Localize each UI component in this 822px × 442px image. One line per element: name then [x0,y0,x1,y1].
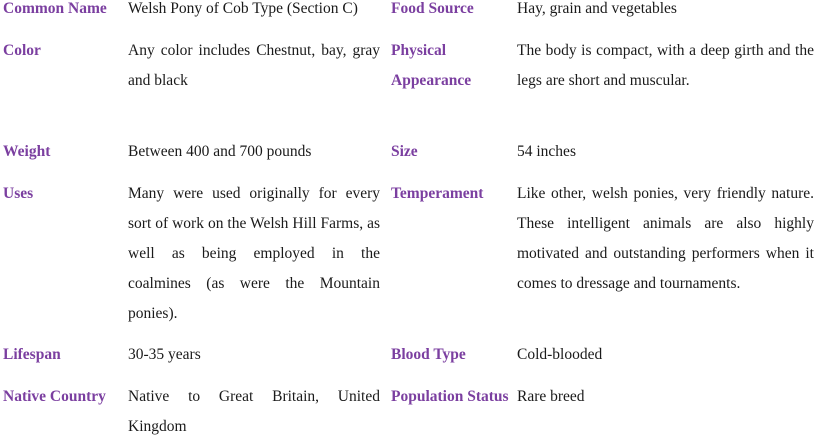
label-weight: Weight [3,143,51,160]
label-population-status: Population Status [391,388,509,405]
label-common-name: Common Name [3,0,107,17]
label-food-source: Food Source [391,0,474,17]
value-weight: Between 400 and 700 pounds [128,143,312,160]
label-blood-type: Blood Type [391,346,466,363]
label-lifespan: Lifespan [3,346,61,363]
label-size: Size [391,143,418,160]
label-color: Color [3,42,41,59]
label-uses: Uses [3,185,34,202]
value-native-country: Native to Great Britain, United Kingdom [128,388,380,435]
value-size: 54 inches [517,143,576,160]
value-lifespan: 30-35 years [128,346,201,363]
value-food-source: Hay, grain and vegetables [517,0,677,17]
value-common-name: Welsh Pony of Cob Type (Section C) [128,0,358,17]
value-temperament: Like other, welsh ponies, very friendly nature. These intelligent animals are also highly motivated and outstanding performers when it comes to dressage and tournaments. [517,185,814,292]
value-uses: Many were used originally for every sort of work on the Welsh Hill Farms, as well as being employed in the coalmines (as were the Mountain ponies). [128,185,380,322]
value-physical-appearance: The body is compact, with a deep girth and the legs are short and muscular. [517,42,814,89]
label-physical-appearance: Physical Appearance [391,42,472,89]
value-population-status: Rare breed [517,388,585,405]
label-native-country: Native Country [3,388,106,405]
value-color: Any color includes Chestnut, bay, gray and black [128,42,380,89]
label-temperament: Temperament [391,185,484,202]
value-blood-type: Cold-blooded [517,346,603,363]
